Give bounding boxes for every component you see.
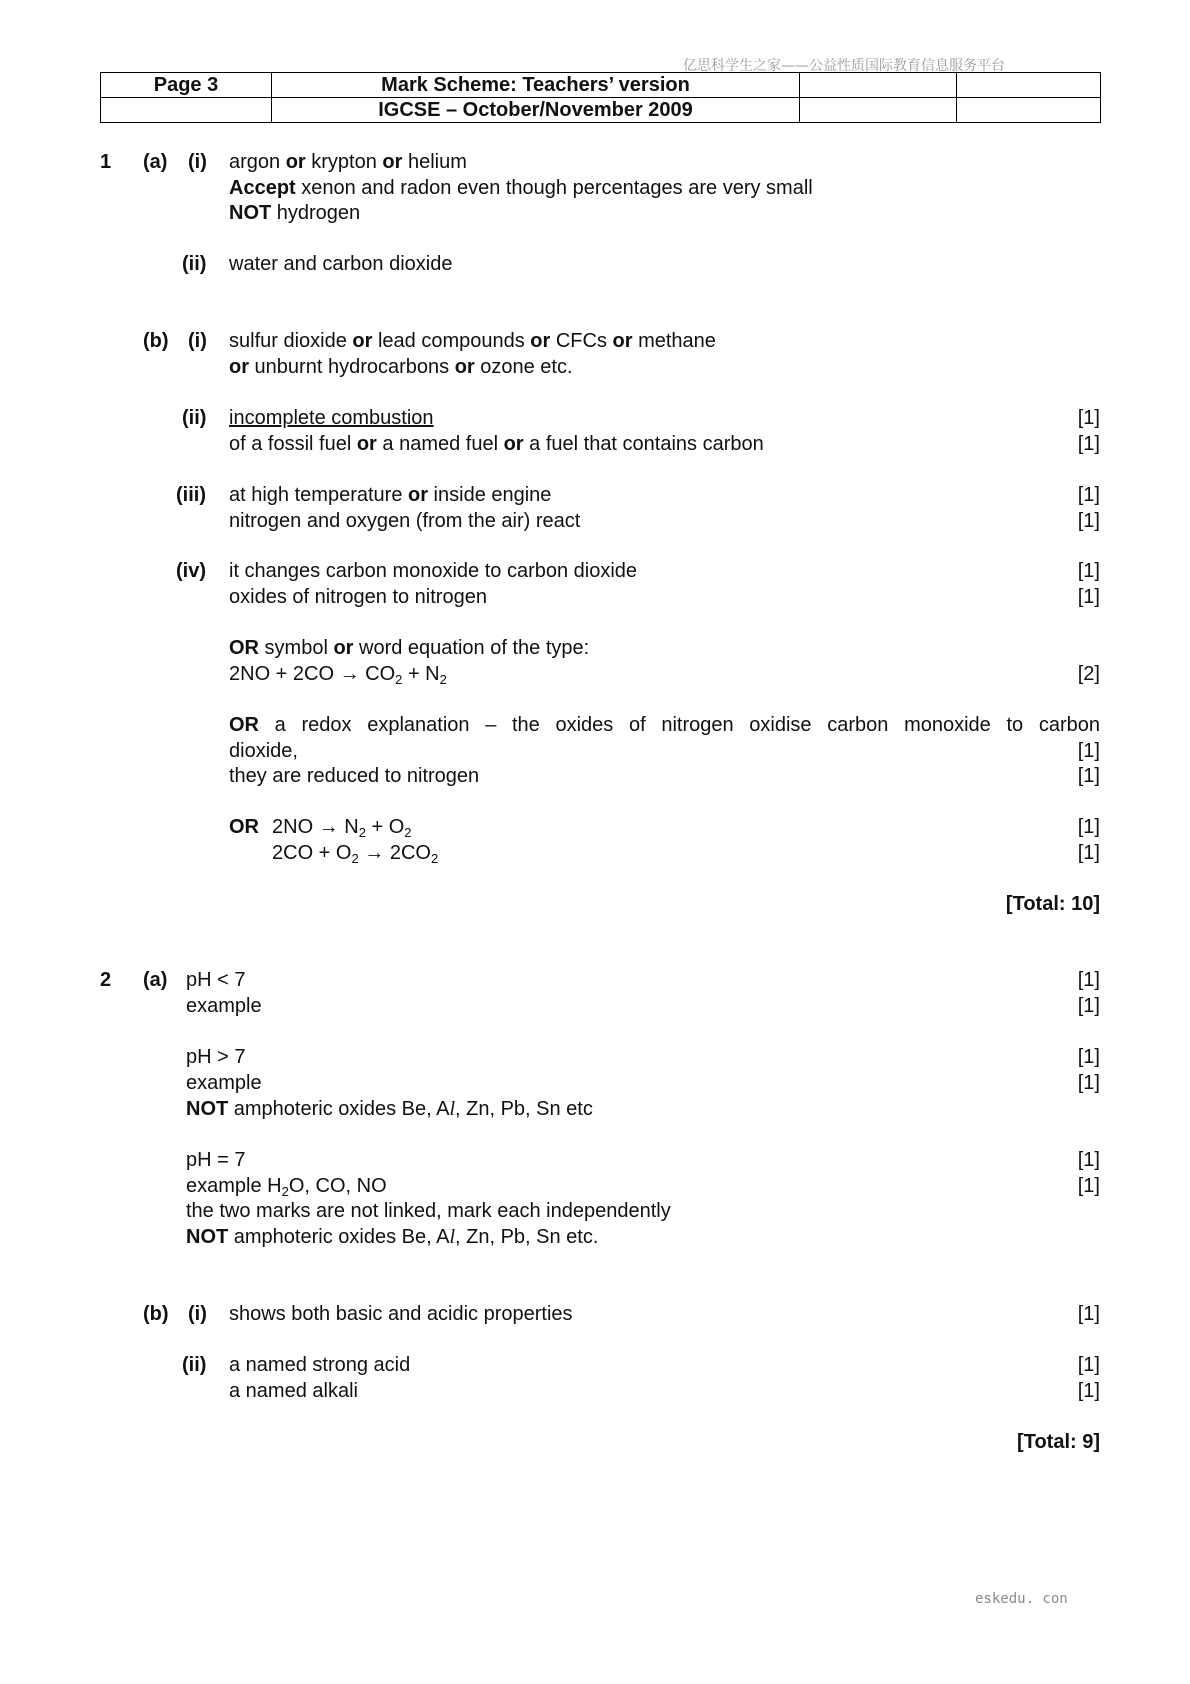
mark: [1]: [1077, 1380, 1100, 1402]
question-number: 2: [100, 969, 112, 991]
equation: $2CO + O_2 \to 2CO_2$: [272, 842, 439, 866]
subpart-label: (i): [188, 1303, 207, 1325]
mark: [1]: [1077, 560, 1100, 582]
answer-line: OR symbol or word equation of the type:: [229, 637, 590, 659]
equation: $2NO \to N_2 + O_2$: [272, 816, 412, 840]
answer-line: at high temperature or inside engine: [229, 484, 552, 506]
question-number: 1: [100, 151, 112, 173]
header-table: [100, 72, 1101, 123]
part-label: (b): [143, 1303, 169, 1325]
part-label: (a): [143, 969, 168, 991]
mark: [1]: [1077, 995, 1100, 1017]
subpart-label: (ii): [182, 407, 207, 429]
answer-line: it changes carbon monoxide to carbon dioxide: [229, 560, 638, 582]
subpart-label: (ii): [182, 1354, 207, 1376]
exam-session: IGCSE – October/November 2009: [272, 98, 800, 123]
or-label: OR: [229, 816, 259, 838]
mark: [2]: [1077, 663, 1100, 685]
header-title: Mark Scheme: Teachers’ version: [272, 73, 800, 98]
answer-line: oxides of nitrogen to nitrogen: [229, 586, 487, 608]
answer-line: water and carbon dioxide: [229, 253, 453, 275]
mark: [1]: [1077, 433, 1100, 455]
part-label: (a): [143, 151, 168, 173]
mark: [1]: [1077, 1149, 1100, 1171]
answer-line: OR a redox explanation – the oxides of nitrogen oxidise carbon monoxide to carbon: [229, 714, 1100, 736]
mark: [1]: [1077, 484, 1100, 506]
mark: [1]: [1077, 842, 1100, 864]
question-total: [Total: 9]: [1017, 1431, 1100, 1453]
answer-line: a named strong acid: [229, 1354, 411, 1376]
answer-line: sulfur dioxide or lead compounds or CFCs or methane: [229, 330, 716, 352]
answer-line: incomplete combustion: [229, 407, 434, 429]
mark: [1]: [1077, 407, 1100, 429]
mark: [1]: [1077, 969, 1100, 991]
answer-line: the two marks are not linked, mark each independently: [186, 1200, 671, 1222]
footer-site: eskedu. con: [975, 1591, 1068, 1607]
mark: [1]: [1077, 1072, 1100, 1094]
equation: $2NO + 2CO \to CO_2 + N_2$: [229, 663, 447, 687]
subpart-label: (iv): [176, 560, 206, 582]
answer-line: shows both basic and acidic properties: [229, 1303, 573, 1325]
answer-line: Accept xenon and radon even though percentages are very small: [229, 177, 813, 199]
subpart-label: (iii): [176, 484, 206, 506]
answer-line: pH = 7: [186, 1149, 246, 1171]
answer-line: example: [186, 995, 262, 1017]
answer-line: nitrogen and oxygen (from the air) react: [229, 510, 581, 532]
subpart-label: (i): [188, 151, 207, 173]
watermark: 亿思科学生之家——公益性质国际教育信息服务平台: [683, 58, 1005, 74]
answer-line: a named alkali: [229, 1380, 358, 1402]
mark: [1]: [1077, 1046, 1100, 1068]
mark: [1]: [1077, 1303, 1100, 1325]
mark: [1]: [1077, 586, 1100, 608]
mark: [1]: [1077, 740, 1100, 762]
mark: [1]: [1077, 1175, 1100, 1197]
answer-line: example $H_2O$, CO, NO: [186, 1175, 387, 1199]
answer-line: NOT hydrogen: [229, 202, 361, 224]
mark: [1]: [1077, 510, 1100, 532]
answer-line: example: [186, 1072, 262, 1094]
subpart-label: (ii): [182, 253, 207, 275]
answer-line: NOT amphoteric oxides Be, Al, Zn, Pb, Sn etc.: [186, 1226, 599, 1248]
answer-line: or unburnt hydrocarbons or ozone etc.: [229, 356, 573, 378]
page-number: Page 3: [101, 73, 272, 98]
answer-line: pH > 7: [186, 1046, 246, 1068]
subpart-label: (i): [188, 330, 207, 352]
mark: [1]: [1077, 1354, 1100, 1376]
answer-line: argon or krypton or helium: [229, 151, 467, 173]
answer-line: NOT amphoteric oxides Be, Al, Zn, Pb, Sn etc: [186, 1098, 593, 1120]
answer-line: of a fossil fuel or a named fuel or a fuel that contains carbon: [229, 433, 764, 455]
answer-line: pH < 7: [186, 969, 246, 991]
answer-line: dioxide,: [229, 740, 298, 762]
part-label: (b): [143, 330, 169, 352]
answer-line: they are reduced to nitrogen: [229, 765, 480, 787]
mark: [1]: [1077, 765, 1100, 787]
mark: [1]: [1077, 816, 1100, 838]
question-total: [Total: 10]: [1005, 893, 1100, 915]
